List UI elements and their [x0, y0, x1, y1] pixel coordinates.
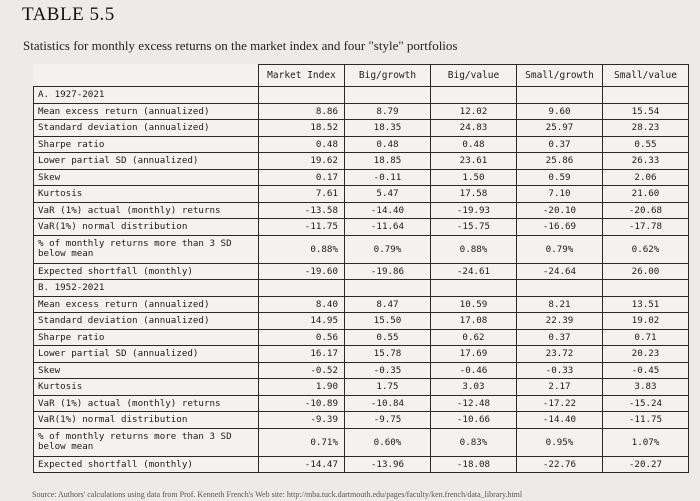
- table-cell: 8.79: [345, 103, 431, 120]
- table-cell: 0.83%: [431, 428, 517, 456]
- table-cell: -9.75: [345, 412, 431, 429]
- table-cell: 3.03: [431, 379, 517, 396]
- table-cell: -11.64: [345, 219, 431, 236]
- header-row: [34, 65, 689, 87]
- table-row: [34, 296, 689, 313]
- row-label: [34, 235, 259, 263]
- table-cell: -24.61: [431, 263, 517, 280]
- table-cell: 0.48: [431, 136, 517, 153]
- col-header-big-growth: Big/growth: [345, 65, 431, 87]
- table-cell: -13.58: [259, 202, 345, 219]
- table-row: [34, 169, 689, 186]
- row-label: Mean excess return (annualized): [34, 296, 259, 313]
- table-cell: -0.46: [431, 362, 517, 379]
- table-row: [34, 120, 689, 137]
- table-cell: 0.71%: [259, 428, 345, 456]
- row-label-text: % of monthly returns more than 3 SD below mean: [38, 238, 232, 259]
- table-cell: -13.96: [345, 456, 431, 473]
- section-b-label: B. 1952-2021: [34, 280, 259, 297]
- table-row: [34, 235, 689, 263]
- table-cell: 0.37: [517, 329, 603, 346]
- table-cell: 10.59: [431, 296, 517, 313]
- table-cell: -18.08: [431, 456, 517, 473]
- table-cell: -15.75: [431, 219, 517, 236]
- table-row: [34, 412, 689, 429]
- table-row: [34, 362, 689, 379]
- table-cell: 8.40: [259, 296, 345, 313]
- row-label: [34, 428, 259, 456]
- table-row: [34, 263, 689, 280]
- table-cell: 0.88%: [431, 235, 517, 263]
- table-cell: 0.60%: [345, 428, 431, 456]
- table-cell: 15.78: [345, 346, 431, 363]
- table-cell: 20.23: [603, 346, 689, 363]
- table-cell: -17.22: [517, 395, 603, 412]
- table-cell: 17.69: [431, 346, 517, 363]
- row-label: Kurtosis: [34, 379, 259, 396]
- table-cell: -0.11: [345, 169, 431, 186]
- row-label: Standard deviation (annualized): [34, 313, 259, 330]
- table-row: [34, 329, 689, 346]
- table-cell: 7.61: [259, 186, 345, 203]
- row-label: VaR (1%) actual (monthly) returns: [34, 395, 259, 412]
- table-cell: -11.75: [603, 412, 689, 429]
- table-row: [34, 153, 689, 170]
- table-row: [34, 395, 689, 412]
- table-cell: 19.02: [603, 313, 689, 330]
- table-cell: 7.10: [517, 186, 603, 203]
- table-cell: 0.56: [259, 329, 345, 346]
- table-cell: 1.75: [345, 379, 431, 396]
- table-cell: -0.35: [345, 362, 431, 379]
- row-label: Standard deviation (annualized): [34, 120, 259, 137]
- table-cell: 3.83: [603, 379, 689, 396]
- table-cell: 18.35: [345, 120, 431, 137]
- table-cell: -14.40: [517, 412, 603, 429]
- header-blank-cell: [34, 65, 259, 87]
- table-cell: -20.27: [603, 456, 689, 473]
- table-cell: 15.50: [345, 313, 431, 330]
- table-cell: 2.17: [517, 379, 603, 396]
- table-cell: 0.79%: [517, 235, 603, 263]
- section-b-header: [34, 280, 689, 297]
- table-cell: 0.59: [517, 169, 603, 186]
- table-cell: -11.75: [259, 219, 345, 236]
- row-label: Expected shortfall (monthly): [34, 456, 259, 473]
- table-row: [34, 346, 689, 363]
- table-cell: 0.17: [259, 169, 345, 186]
- section-a: [34, 87, 689, 280]
- table-cell: 16.17: [259, 346, 345, 363]
- row-label-text: % of monthly returns more than 3 SD below mean: [38, 431, 232, 452]
- table-cell: -19.86: [345, 263, 431, 280]
- table-cell: -16.69: [517, 219, 603, 236]
- table-cell: 0.79%: [345, 235, 431, 263]
- table-cell: 0.62%: [603, 235, 689, 263]
- table-cell: 1.50: [431, 169, 517, 186]
- table-cell: 28.23: [603, 120, 689, 137]
- table-cell: 23.61: [431, 153, 517, 170]
- table-row: [34, 103, 689, 120]
- section-b: [34, 280, 689, 473]
- table-cell: 19.62: [259, 153, 345, 170]
- table-cell: -14.47: [259, 456, 345, 473]
- row-label: Lower partial SD (annualized): [34, 153, 259, 170]
- table-title: TABLE 5.5: [22, 4, 115, 25]
- table-cell: -19.93: [431, 202, 517, 219]
- table-cell: 8.86: [259, 103, 345, 120]
- table-cell: 24.83: [431, 120, 517, 137]
- table-cell: -10.89: [259, 395, 345, 412]
- table-row: [34, 313, 689, 330]
- table-cell: 18.52: [259, 120, 345, 137]
- table-cell: -22.76: [517, 456, 603, 473]
- row-label: VaR(1%) normal distribution: [34, 219, 259, 236]
- table-cell: 0.62: [431, 329, 517, 346]
- table-cell: 21.60: [603, 186, 689, 203]
- table-cell: 23.72: [517, 346, 603, 363]
- table-cell: 5.47: [345, 186, 431, 203]
- table-cell: 0.88%: [259, 235, 345, 263]
- table-cell: -9.39: [259, 412, 345, 429]
- table-cell: 15.54: [603, 103, 689, 120]
- table-cell: -0.52: [259, 362, 345, 379]
- table-cell: 8.47: [345, 296, 431, 313]
- table-subtitle: Statistics for monthly excess returns on the market index and four "style" portfolios: [23, 38, 458, 53]
- table-row: [34, 456, 689, 473]
- table-row: [34, 186, 689, 203]
- table-cell: 1.07%: [603, 428, 689, 456]
- table-cell: -24.64: [517, 263, 603, 280]
- table-cell: 26.33: [603, 153, 689, 170]
- table-cell: -20.10: [517, 202, 603, 219]
- table-cell: -10.84: [345, 395, 431, 412]
- table-cell: 8.21: [517, 296, 603, 313]
- table-cell: 2.06: [603, 169, 689, 186]
- table-cell: 25.97: [517, 120, 603, 137]
- table-cell: -14.40: [345, 202, 431, 219]
- table-cell: 0.48: [259, 136, 345, 153]
- row-label: VaR (1%) actual (monthly) returns: [34, 202, 259, 219]
- row-label: Sharpe ratio: [34, 329, 259, 346]
- table-row: [34, 136, 689, 153]
- table-cell: -17.78: [603, 219, 689, 236]
- statistics-table: [33, 64, 689, 473]
- table-cell: -20.68: [603, 202, 689, 219]
- row-label: Kurtosis: [34, 186, 259, 203]
- row-label: Expected shortfall (monthly): [34, 263, 259, 280]
- row-label: VaR(1%) normal distribution: [34, 412, 259, 429]
- section-a-header: [34, 87, 689, 104]
- table-cell: 25.86: [517, 153, 603, 170]
- table-cell: -19.60: [259, 263, 345, 280]
- table-row: [34, 219, 689, 236]
- row-label: Lower partial SD (annualized): [34, 346, 259, 363]
- table-cell: 0.95%: [517, 428, 603, 456]
- col-header-market-index: Market Index: [259, 65, 345, 87]
- table-cell: 0.71: [603, 329, 689, 346]
- row-label: Skew: [34, 169, 259, 186]
- table-cell: 0.48: [345, 136, 431, 153]
- table-cell: 17.08: [431, 313, 517, 330]
- row-label: Sharpe ratio: [34, 136, 259, 153]
- source-note: Source: Authors' calculations using data from Prof. Kenneth French's Web site: http://mba.tuck.dartmouth.edu/pages/faculty/ken.french/data_library.html: [32, 490, 523, 499]
- table-cell: 13.51: [603, 296, 689, 313]
- table-cell: 9.60: [517, 103, 603, 120]
- table-row: [34, 379, 689, 396]
- table-cell: -0.45: [603, 362, 689, 379]
- table-cell: 1.90: [259, 379, 345, 396]
- table-cell: 26.00: [603, 263, 689, 280]
- table-cell: -0.33: [517, 362, 603, 379]
- table-cell: -10.66: [431, 412, 517, 429]
- table-cell: 0.55: [345, 329, 431, 346]
- col-header-small-value: Small/value: [603, 65, 689, 87]
- col-header-small-growth: Small/growth: [517, 65, 603, 87]
- table-cell: 22.39: [517, 313, 603, 330]
- table-cell: 12.02: [431, 103, 517, 120]
- col-header-big-value: Big/value: [431, 65, 517, 87]
- table-cell: 0.37: [517, 136, 603, 153]
- table-cell: 18.85: [345, 153, 431, 170]
- section-a-label: A. 1927-2021: [34, 87, 259, 104]
- table-cell: -12.48: [431, 395, 517, 412]
- table-row: [34, 428, 689, 456]
- table-row: [34, 202, 689, 219]
- table-cell: 17.58: [431, 186, 517, 203]
- table-cell: 0.55: [603, 136, 689, 153]
- row-label: Skew: [34, 362, 259, 379]
- table-cell: -15.24: [603, 395, 689, 412]
- row-label: Mean excess return (annualized): [34, 103, 259, 120]
- table-cell: 14.95: [259, 313, 345, 330]
